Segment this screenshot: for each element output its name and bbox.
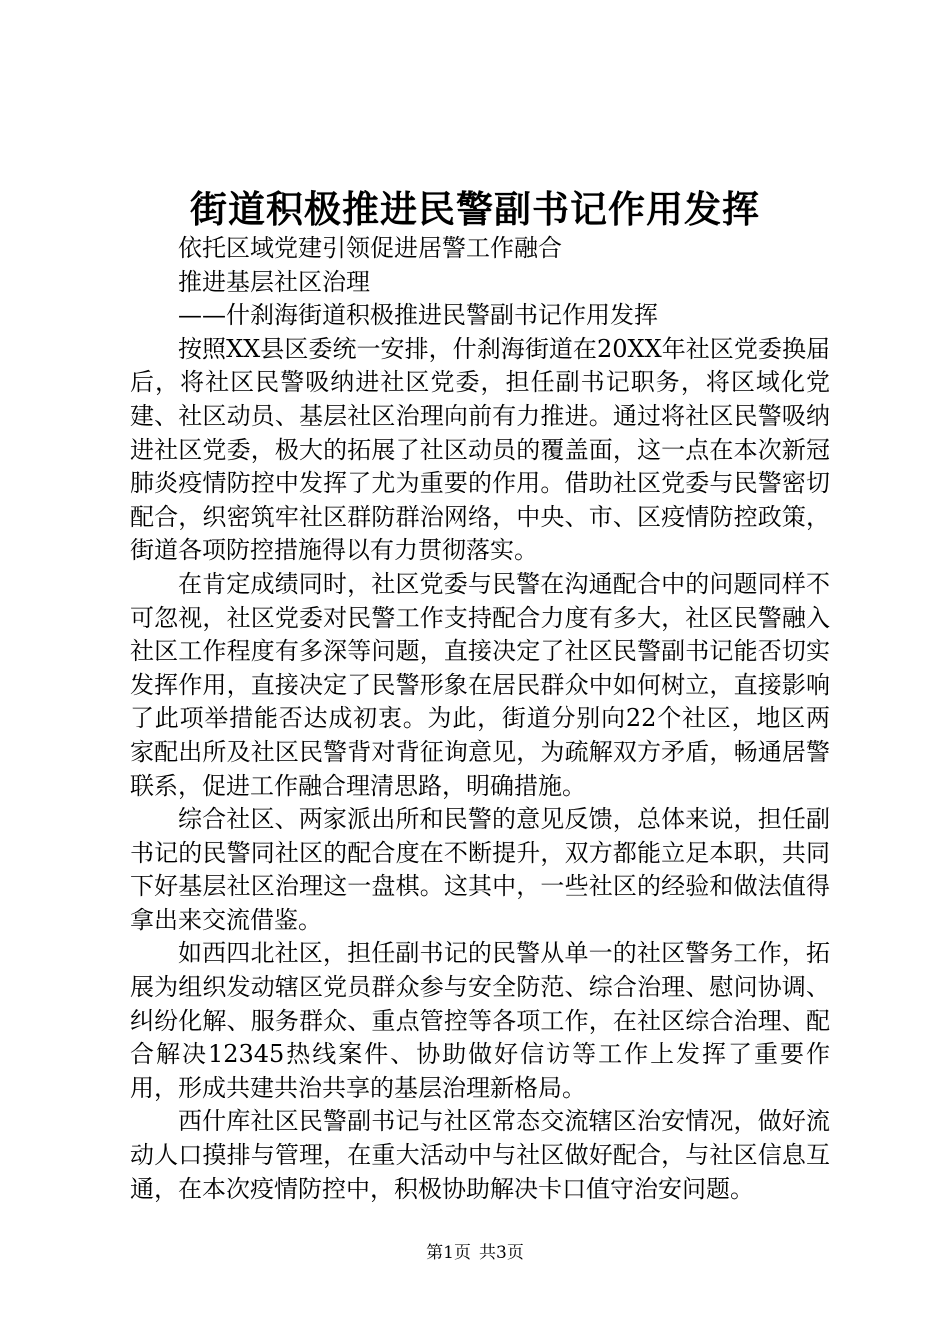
body-paragraph: 综合社区、两家派出所和民警的意见反馈，总体来说，担任副书记的民警同社区的配合度在不断提升，双方都能立足本职，共同下好基层社区治理这一盘棋。这其中，一些社区的经验和做法值得拿出来交流借鉴。 bbox=[130, 805, 830, 934]
body-paragraph: 西什库社区民警副书记与社区常态交流辖区治安情况，做好流动人口摸排与管理，在重大活动中与社区做好配合，与社区信息互通，在本次疫情防控中，积极协助解决卡口值守治安问题。 bbox=[130, 1107, 830, 1203]
body-paragraph: 在肯定成绩同时，社区党委与民警在沟通配合中的问题同样不可忽视，社区党委对民警工作支持配合力度有多大，社区民警融入社区工作程度有多深等问题，直接决定了社区民警副书记能否切实发挥作用，直接决定了民警形象在居民群众中如何树立，直接影响了此项举措能否达成初衷。为此，街道分别向22个社区，地区两家配出所及社区民警背对背征询意见，为疏解双方矛盾，畅通居警联系，促进工作融合理清思路，明确措施。 bbox=[130, 569, 830, 800]
subtitle-line-1: 依托区域党建引领促进居警工作融合 bbox=[178, 234, 562, 262]
body-paragraph: 如西四北社区，担任副书记的民警从单一的社区警务工作，拓展为组织发动辖区党员群众参与安全防范、综合治理、慰问协调、纠纷化解、服务群众、重点管控等各项工作，在社区综合治理、配合解决12345热线案件、协助做好信访等工作上发挥了重要作用，形成共建共治共享的基层治理新格局。 bbox=[130, 939, 830, 1102]
document-body bbox=[130, 232, 830, 1206]
subtitle-line-3: ——什刹海街道积极推进民警副书记作用发挥 bbox=[178, 301, 658, 330]
page-footer bbox=[0, 1241, 950, 1265]
page-number: 第1页 bbox=[426, 1243, 471, 1263]
subtitle-line-2: 推进基层社区治理 bbox=[178, 267, 370, 296]
body-paragraph: 按照XX县区委统一安排，什刹海街道在20XX年社区党委换届后，将社区民警吸纳进社区党委，担任副书记职务，将区域化党建、社区动员、基层社区治理向前有力推进。通过将社区民警吸纳进社区党委，极大的拓展了社区动员的覆盖面，这一点在本次新冠肺炎疫情防控中发挥了尤为重要的作用。借助社区党委与民警密切配合，织密筑牢社区群防群治网络，中央、市、区疫情防控政策，街道各项防控措施得以有力贯彻落实。 bbox=[130, 334, 830, 565]
document-title: 街道积极推进民警副书记作用发挥 bbox=[190, 187, 760, 231]
page-total: 共3页 bbox=[479, 1243, 524, 1263]
